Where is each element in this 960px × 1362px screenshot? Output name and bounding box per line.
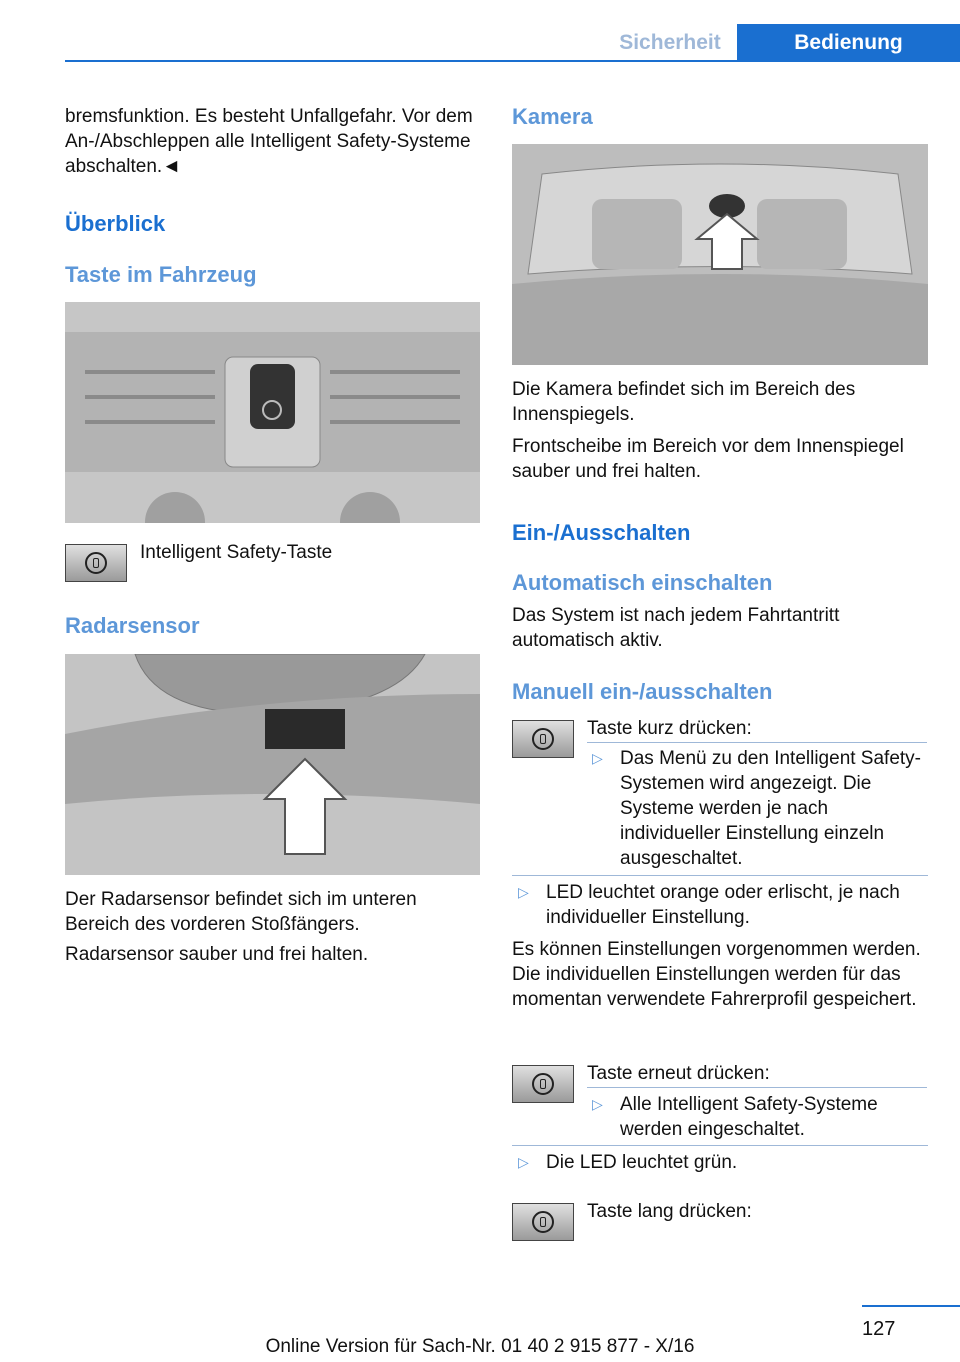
- footer-version: Online Version für Sach-Nr. 01 40 2 915 877 - X/16: [265, 1336, 695, 1357]
- intro-text: bremsfunktion. Es besteht Unfallgefahr. Vor dem An-/Abschleppen alle Intelligent Safety-Systeme abschalten.◄: [65, 106, 473, 177]
- button-icon-again: [512, 1065, 574, 1103]
- bullet-icon: ▷: [518, 1154, 529, 1170]
- bullet-1: Das Menü zu den Intelligent Safety-Systemen wird angezeigt. Die Systeme werden je nach individueller Einstellung einzeln ausgeschaltet.: [620, 748, 922, 869]
- tab-bedienung[interactable]: Bedienung: [737, 24, 960, 62]
- press-again-label: Taste erneut drücken:: [587, 1063, 770, 1084]
- heading-camera: Kamera: [512, 104, 593, 129]
- tab-sicherheit[interactable]: Sicherheit: [605, 24, 735, 62]
- radar-paragraph-1: Der Radarsensor befindet sich im unteren Bereich des vorderen Stoßfängers.: [65, 889, 417, 935]
- heading-manual: Manuell ein-/ausschalten: [512, 679, 773, 704]
- heading-radar: Radarsensor: [65, 613, 200, 638]
- press-short-label: Taste kurz drücken:: [587, 718, 752, 739]
- heading-button: Taste im Fahrzeug: [65, 262, 257, 287]
- separator: [587, 1087, 927, 1088]
- heading-auto: Automatisch einschalten: [512, 570, 773, 595]
- button-icon-short: [512, 720, 574, 758]
- page-number: 127: [862, 1318, 896, 1340]
- bullet-icon: ▷: [518, 884, 529, 900]
- bullet-4: Die LED leuchtet grün.: [546, 1152, 738, 1173]
- button-icon-long: [512, 1203, 574, 1241]
- radar-paragraph-2: Radarsensor sauber und frei halten.: [65, 944, 369, 965]
- separator: [587, 742, 927, 743]
- auto-paragraph: Das System ist nach jedem Fahrtantritt automatisch aktiv.: [512, 605, 840, 651]
- radar-image: [65, 654, 480, 875]
- bullet-icon: ▷: [592, 750, 603, 766]
- footer-rule: [862, 1305, 960, 1307]
- intelligent-safety-button-icon: [65, 544, 127, 582]
- camera-paragraph-2: Frontscheibe im Bereich vor dem Innenspiegel sauber und frei halten.: [512, 436, 904, 482]
- bullet-3: Alle Intelligent Safety-Systeme werden eingeschaltet.: [620, 1094, 878, 1140]
- camera-image: [512, 144, 928, 365]
- separator: [512, 1145, 928, 1146]
- bullet-2: LED leuchtet orange oder erlischt, je nach individueller Einstellung.: [546, 882, 900, 928]
- button-caption: Intelligent Safety-Taste: [140, 542, 333, 563]
- heading-on-off: Ein-/Ausschalten: [512, 520, 691, 545]
- heading-overview: Überblick: [65, 211, 166, 236]
- header-rule: [65, 60, 960, 62]
- vent-image: [65, 302, 480, 523]
- separator: [512, 875, 928, 876]
- bullet-icon: ▷: [592, 1096, 603, 1112]
- camera-paragraph-1: Die Kamera befindet sich im Bereich des Innenspiegels.: [512, 379, 856, 425]
- press-long-label: Taste lang drücken:: [587, 1201, 752, 1222]
- settings-paragraph: Es können Einstellungen vorgenommen werden. Die individuellen Einstellungen werden für das momentan verwendete Fahrerprofil gespeichert.: [512, 939, 921, 1010]
